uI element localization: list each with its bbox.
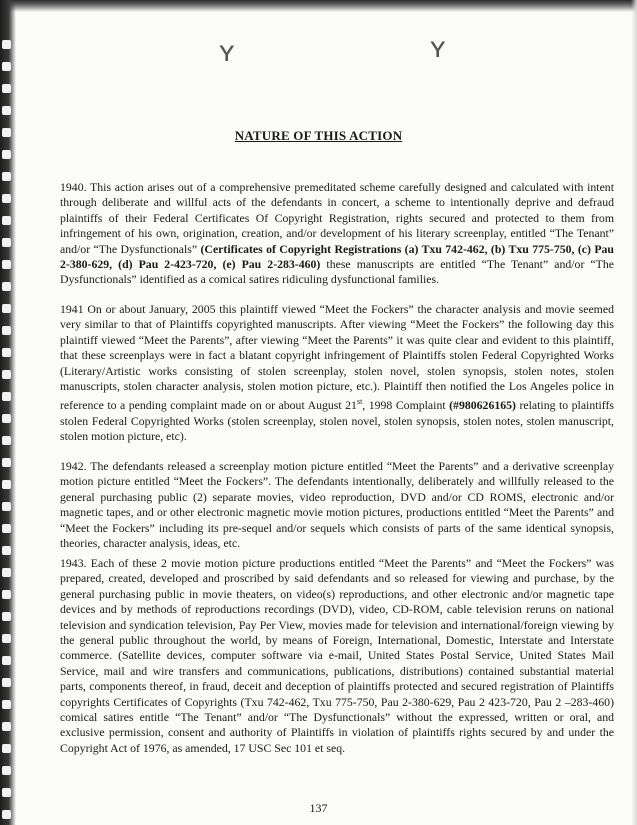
bold-text-segment: (Certificates of Copyright Registrations (a) Txu 742-462, (b) Txu 775-750, (c) Pau 2-380-629, (d) Pau 2-423-720, (e) Pau 2-283-460) <box>60 241 614 272</box>
binding-hole <box>2 326 11 335</box>
binding-hole <box>2 634 11 643</box>
text-segment: 1940. This action arises out of a comprehensive premeditated scheme carefully designed and calculated with intent through deliberate and willful acts of the defendants in concert, a scheme to intentionally deprive and defraud plaintiffs of their Federal Certificates Of Copyright Registration, rights secured and protected to them from infringement of his own, origination, creation, and/or development of his literary screenplay, entitled “The Tenant” and/or “The Dysfunctionals” <box>60 180 614 256</box>
binding-hole <box>2 348 11 357</box>
binding-hole <box>2 612 11 621</box>
binding-hole <box>2 194 11 203</box>
binding-hole <box>2 216 11 225</box>
punch-hole-mark-icon: ʏ <box>430 30 446 65</box>
binding-hole <box>2 40 11 49</box>
paragraph-1940 <box>60 180 614 288</box>
text-segment: these manuscripts are entitled “The Tenant” and/or “The Dysfunctionals” identified as a comical satires ridiculing dysfunctional families. <box>60 257 614 287</box>
binding-hole <box>2 656 11 665</box>
text-segment: relating to plaintiffs stolen Federal Copyrighted Works (stolen screenplay, stolen novel, stolen synopsis, stolen notes, stolen manuscript, stolen motion picture, etc). <box>60 398 615 444</box>
binding-hole <box>2 238 11 247</box>
text-segment: 1943. Each of these 2 movie motion picture productions entitled “Meet the Parents” and “Meet the Fockers” was prepared, created, developed and proscribed by said defendants and so released for viewing and purchase, by the general purchasing public in movie theaters, on video(s) reproductions, and other electronic and/or magnetic tape devices and by methods of reproductions recordings (DVD), video, CD-ROM, cable television reruns on national television and syndication television, Pay Per View, movies made for television and international/foreign viewing by the general public throughout the world, by means of Foreign, International, Domestic, Interstate and Interstate commerce. (Satellite devices, computer software via e-mail, United States Postal Service, United States Mail Service, mail and wire transfers and communications, publications, distributions) contained substantial material parts, components thereof, in fraud, deceit and deception of plaintiffs protected and secured registration of Plaintiffs copyrights Certificates of Copyrights (Txu 742-462, Txu 775-750, Pau 2-380-629, Pau 2 423-720, Pau 2 –283-460) comical satires entitle “The Tenant” and/or “The Dysfunctionals” without the expressed, written or oral, and exclusive permission, consent and authority of Plaintiffs in violation of plaintiffs rights secured by and under the Copyright Act of 1976, as amended, 17 USC Sec 101 et seq. <box>60 556 614 755</box>
punch-hole-mark-icon: ʏ <box>219 34 235 69</box>
binding-hole <box>2 722 11 731</box>
binding-hole <box>2 304 11 313</box>
section-title: NATURE OF THIS ACTION <box>234 128 403 143</box>
paragraph-1941 <box>60 302 614 445</box>
binding-hole <box>2 84 11 93</box>
binding-hole <box>2 744 11 753</box>
binding-hole <box>2 172 11 181</box>
binding-hole <box>2 590 11 599</box>
paragraph-1942 <box>60 459 614 551</box>
text-segment: 1941 On or about January, 2005 this plaintiff viewed “Meet the Fockers” the character analysis and movie seemed very similar to that of Plaintiffs copyrighted manuscripts. After viewing “Meet the Fockers” the following day this plaintiff viewed “Meet the Parents”, after viewing “Meet the Parents” it was quite clear and evident to this plaintiff, that these screenplays were in fact a blatant copyright infringement of Plaintiffs stolen Federal Copyrighted Works (Literary/Artistic works consisting of stolen screenplay, stolen novel, stolen synopsis, stolen notes, stolen manuscripts, stolen character analysis, stolen motion picture, etc.). Plaintiff then notified the Los Angeles police in reference to a pending complaint made on or about August 21 <box>60 302 614 413</box>
binding-hole <box>2 700 11 709</box>
page-number: 137 <box>309 801 328 815</box>
binding-hole <box>2 480 11 489</box>
binding-hole <box>2 150 11 159</box>
text-segment: 1942. The defendants released a screenplay motion picture entitled “Meet the Parents” and a derivative screenplay motion picture entitled “Meet the Fockers”. The defendants intentionally, deliberately and willfully released to the general purchasing public (2) separate movies, video reproduction, DVD and/or CD ROMS, electronic and/or magnetic tapes, and or other electronic magnetic movie motion pictures, productions entitled “Meet the Parents” and “Meet the Fockers” including its pre-sequel and/or sequels which consists of parts of the same identical synopsis, theories, character analysis, ideas, etc. <box>60 459 614 551</box>
binding-hole <box>2 788 11 797</box>
text-segment: st <box>356 397 363 407</box>
binding-hole <box>2 546 11 555</box>
binding-hole <box>2 766 11 775</box>
binding-hole <box>2 568 11 577</box>
text-segment: , 1998 Complaint <box>362 398 450 413</box>
binding-hole <box>2 370 11 379</box>
binding-hole <box>2 414 11 423</box>
binding-hole <box>2 436 11 445</box>
scan-top-shadow <box>0 0 637 12</box>
binding-hole <box>2 62 11 71</box>
binding-hole <box>2 502 11 511</box>
binding-hole <box>2 524 11 533</box>
binding-hole <box>2 282 11 291</box>
bold-text-segment: (#980626165) <box>449 398 516 413</box>
paragraph-1943 <box>60 556 614 756</box>
scan-right-edge <box>631 0 637 825</box>
binding-hole <box>2 260 11 269</box>
binding-hole <box>2 678 11 687</box>
binding-hole <box>2 458 11 467</box>
binding-hole <box>2 106 11 115</box>
binding-hole <box>2 392 11 401</box>
